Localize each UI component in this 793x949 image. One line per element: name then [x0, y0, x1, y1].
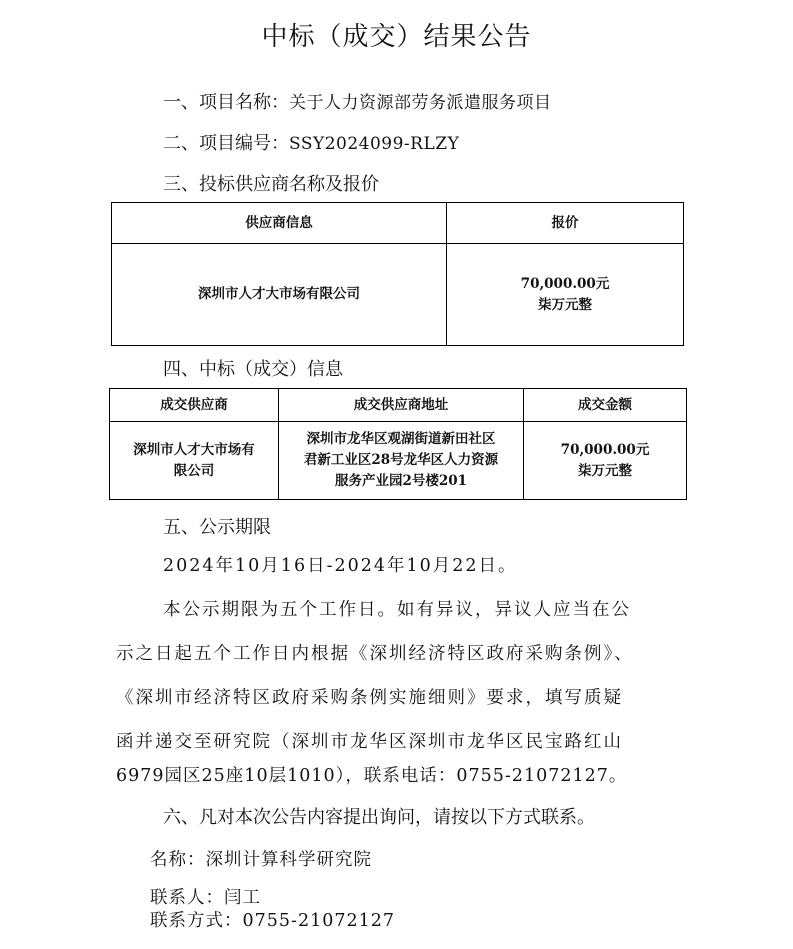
award-amount: 70,000.00元: [560, 441, 650, 458]
page-title: 中标（成交）结果公告: [261, 22, 532, 52]
project-name-label: 一、项目名称：: [163, 92, 289, 113]
award-supplier-line: 深圳市人才大市场有: [133, 441, 255, 458]
bidder-price-cell: [447, 244, 684, 346]
notice-period-dates: 2024年10月16日-2024年10月22日。: [163, 556, 518, 576]
bidder-price-cn: 柒万元整: [538, 296, 592, 313]
project-name-value: 关于人力资源部劳务派遣服务项目: [289, 93, 552, 113]
notice-paragraph-line: 《深圳市经济特区政府采购条例实施细则》要求，填写质疑: [116, 688, 623, 708]
header-award-supplier: 成交供应商: [110, 389, 279, 422]
bidder-supplier: 深圳市人才大市场有限公司: [112, 244, 447, 346]
contact-organization: 名称：深圳计算科学研究院: [150, 850, 372, 870]
table-row: [110, 422, 687, 500]
award-address-line: 服务产业园2号楼201: [334, 473, 468, 489]
contact-phone: 联系方式：0755-21072127: [150, 911, 396, 931]
bidder-price: 70,000.00元: [520, 275, 610, 292]
project-number-label: 二、项目编号：: [163, 133, 289, 154]
award-amount-cn: 柒万元整: [578, 462, 632, 479]
award-heading: 四、中标（成交）信息: [163, 359, 343, 380]
award-address-cell: [279, 422, 524, 500]
bidders-table: [111, 202, 684, 346]
award-supplier-cell: [110, 422, 279, 500]
award-supplier-line: 限公司: [173, 462, 215, 479]
table-row: [112, 244, 684, 346]
header-award-address: 成交供应商地址: [279, 389, 524, 422]
header-supplier-info: 供应商信息: [112, 203, 447, 244]
contact-heading: 六、凡对本次公告内容提出询问，请按以下方式联系。: [163, 807, 595, 828]
notice-paragraph-line: 6979园区25座10层1010），联系电话：0755-21072127。: [116, 766, 628, 786]
header-award-amount: 成交金额: [524, 389, 687, 422]
header-price: 报价: [447, 203, 684, 244]
notice-period-heading: 五、公示期限: [163, 517, 271, 538]
project-number-value: SSY2024099-RLZY: [289, 134, 460, 154]
notice-paragraph-line: 本公示期限为五个工作日。如有异议，异议人应当在公: [163, 600, 631, 620]
notice-paragraph-line: 示之日起五个工作日内根据《深圳经济特区政府采购条例》、: [116, 644, 634, 664]
table-header-row: [110, 389, 687, 422]
award-table: [109, 388, 687, 500]
contact-person: 联系人：闫工: [150, 888, 261, 908]
project-number-line: [163, 129, 459, 155]
award-address-line: 深圳市龙华区观湖街道新田社区: [306, 431, 496, 447]
table-header-row: [112, 203, 684, 244]
project-name-line: [163, 88, 552, 114]
award-address-line: 君新工业区28号龙华区人力资源: [303, 452, 499, 468]
bidders-heading: 三、投标供应商名称及报价: [163, 174, 379, 195]
notice-paragraph-line: 函并递交至研究院（深圳市龙华区深圳市龙华区民宝路红山: [116, 732, 623, 752]
award-amount-cell: [524, 422, 687, 500]
